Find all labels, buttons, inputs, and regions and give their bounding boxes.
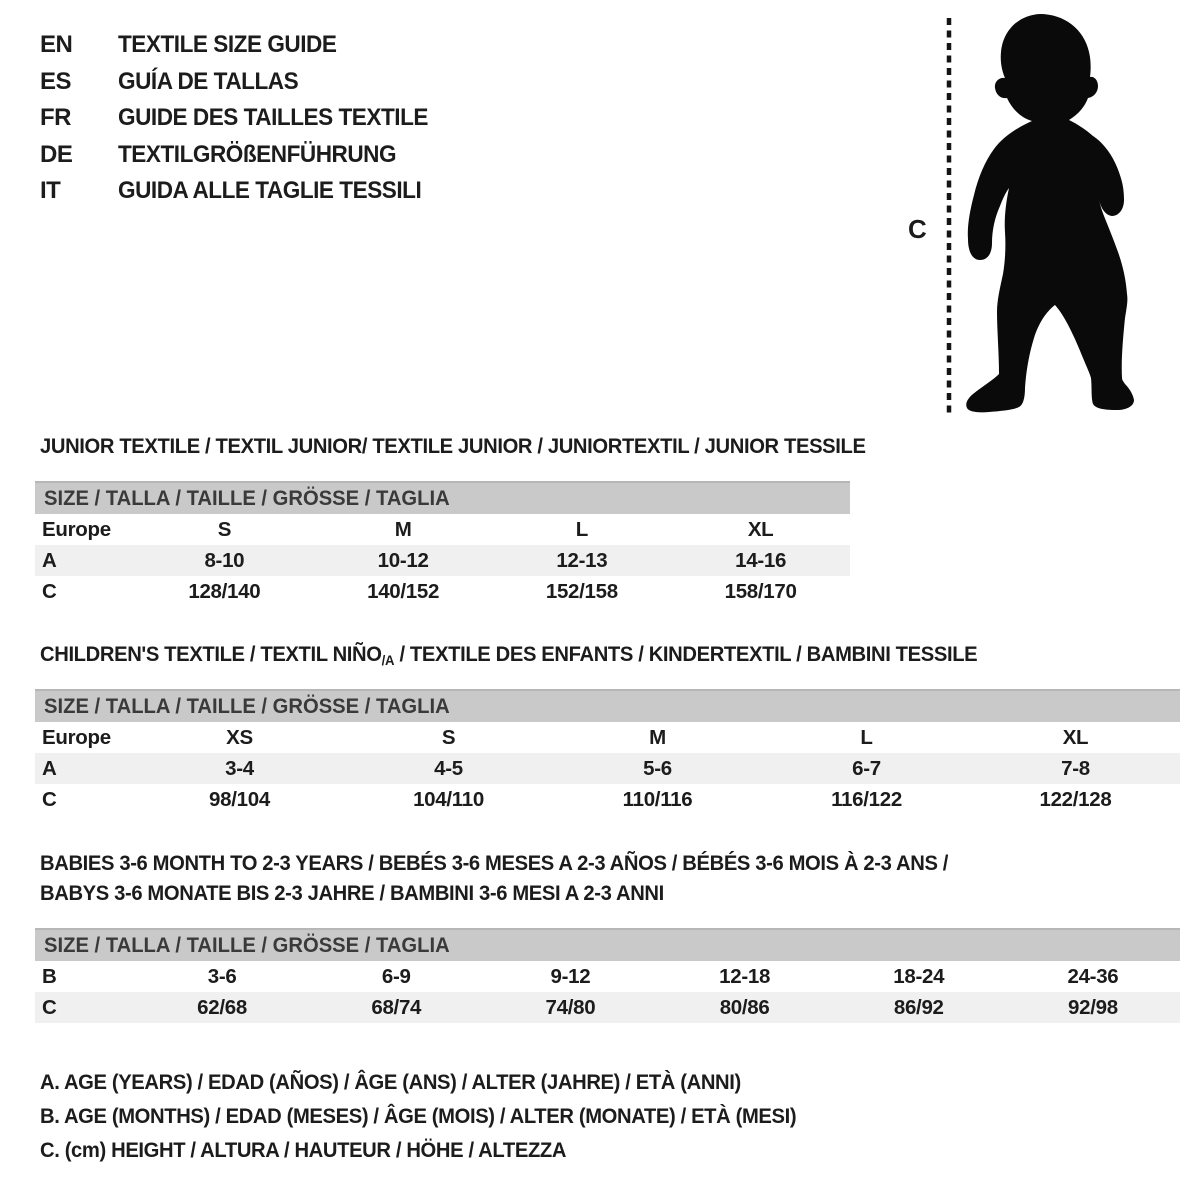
language-row-en	[40, 27, 448, 64]
size-cell: S	[217, 517, 232, 541]
babies-section-heading-line1	[40, 851, 1006, 876]
junior-table-header-text: SIZE / TALLA / TAILLE / GRÖSSE / TAGLIA	[44, 486, 450, 510]
age-cell: 24-36	[1067, 964, 1119, 988]
height-cell: 80/86	[719, 995, 770, 1019]
junior-row-height	[35, 576, 850, 607]
age-cell: 12-13	[556, 548, 608, 572]
junior-row-europe	[35, 514, 850, 545]
age-cell: 5-6	[643, 756, 672, 780]
babies-table-header-text: SIZE / TALLA / TAILLE / GRÖSSE / TAGLIA	[44, 933, 450, 957]
children-size-table	[35, 689, 1180, 815]
children-heading-prefix: CHILDREN'S TEXTILE / TEXTIL NIÑO	[40, 642, 382, 666]
children-row-age	[35, 753, 1180, 784]
language-row-de	[40, 137, 448, 174]
age-cell: 3-6	[207, 964, 237, 988]
size-cell: M	[394, 517, 412, 541]
height-cell: 104/110	[413, 787, 484, 811]
size-cell: M	[649, 725, 666, 749]
junior-table-header	[35, 481, 850, 514]
children-row-height	[35, 784, 1180, 815]
children-heading-suffix: / TEXTILE DES ENFANTS / KINDERTEXTIL / BAMBINI TESSILE	[394, 642, 978, 666]
row-label: B	[42, 964, 57, 988]
age-cell: 12-18	[719, 964, 771, 988]
size-cell: S	[441, 725, 456, 749]
babies-table-header	[35, 928, 1180, 961]
children-section-heading-text	[40, 642, 977, 668]
row-label: C	[42, 995, 57, 1019]
age-cell: 6-9	[381, 964, 411, 988]
height-cell: 62/68	[197, 995, 247, 1019]
age-cell: 8-10	[204, 548, 245, 572]
language-code: IT	[40, 177, 61, 205]
height-cell: 158/170	[724, 579, 797, 603]
row-label: Europe	[42, 725, 111, 749]
age-cell: 3-4	[225, 756, 254, 780]
age-cell: 6-7	[852, 756, 881, 780]
junior-section-heading	[40, 434, 918, 459]
height-dashed-line-icon	[945, 18, 953, 418]
language-row-fr	[40, 100, 448, 137]
height-cell: 116/122	[831, 787, 902, 811]
age-cell: 7-8	[1061, 756, 1090, 780]
age-cell: 10-12	[377, 548, 429, 572]
babies-size-table	[35, 928, 1180, 1023]
height-cell: 152/158	[545, 579, 618, 603]
height-cell: 92/98	[1068, 995, 1118, 1019]
size-cell: L	[860, 725, 873, 749]
children-table-header	[35, 689, 1180, 722]
age-cell: 18-24	[893, 964, 945, 988]
language-row-es	[40, 64, 448, 101]
language-title: GUIDE DES TAILLES TEXTILE	[118, 104, 428, 132]
age-cell: 14-16	[735, 548, 787, 572]
language-title: TEXTILGRÖßENFÜHRUNG	[118, 140, 397, 168]
row-label: C	[42, 787, 57, 811]
height-cell: 74/80	[545, 995, 596, 1019]
language-list	[40, 27, 448, 210]
language-title: GUÍA DE TALLAS	[118, 67, 299, 95]
row-label: Europe	[42, 517, 111, 541]
babies-row-height	[35, 992, 1180, 1023]
legend-line-a-text: A. AGE (YEARS) / EDAD (AÑOS) / ÂGE (ANS) / ALTER (JAHRE) / ETÀ (ANNI)	[40, 1070, 741, 1094]
size-cell: XL	[1062, 725, 1089, 749]
height-cell: 122/128	[1039, 787, 1112, 811]
babies-heading-line2-text: BABYS 3-6 MONATE BIS 2-3 JAHRE / BAMBINI 3-6 MESI A 2-3 ANNI	[40, 881, 664, 905]
height-cell: 110/116	[622, 787, 693, 811]
legend-line-a	[40, 1070, 786, 1095]
language-code: DE	[40, 140, 73, 168]
babies-heading-line1-text: BABIES 3-6 MONTH TO 2-3 YEARS / BEBÉS 3-6 MESES A 2-3 AÑOS / BÉBÉS 3-6 MOIS À 2-3 ANS /	[40, 851, 949, 875]
legend-line-b	[40, 1104, 845, 1129]
toddler-silhouette-icon	[955, 8, 1145, 418]
junior-row-age	[35, 545, 850, 576]
legend-line-c-text: C. (cm) HEIGHT / ALTURA / HAUTEUR / HÖHE / ALTEZZA	[40, 1138, 567, 1162]
height-cell: 98/104	[209, 787, 270, 811]
size-cell: L	[575, 517, 588, 541]
language-code: EN	[40, 31, 73, 59]
babies-row-months	[35, 961, 1180, 992]
height-cell: 128/140	[188, 579, 261, 603]
children-section-heading	[40, 642, 1037, 668]
row-label: A	[42, 756, 57, 780]
children-row-europe	[35, 722, 1180, 753]
language-row-it	[40, 173, 448, 210]
children-table-header-text: SIZE / TALLA / TAILLE / GRÖSSE / TAGLIA	[44, 694, 450, 718]
legend-line-c	[40, 1138, 600, 1163]
height-cell: 86/92	[893, 995, 944, 1019]
row-label: A	[42, 548, 57, 572]
height-cell: 140/152	[367, 579, 440, 603]
junior-section-heading-text: JUNIOR TEXTILE / TEXTIL JUNIOR/ TEXTILE JUNIOR / JUNIORTEXTIL / JUNIOR TESSILE	[40, 434, 866, 458]
size-cell: XL	[747, 517, 774, 541]
height-measure-label: C	[908, 214, 927, 244]
age-cell: 4-5	[434, 756, 463, 780]
row-label: C	[42, 579, 57, 603]
language-title: GUIDA ALLE TAGLIE TESSILI	[118, 177, 422, 205]
language-code: FR	[40, 104, 71, 132]
legend-line-b-text: B. AGE (MONTHS) / EDAD (MESES) / ÂGE (MOIS) / ALTER (MONATE) / ETÀ (MESI)	[40, 1104, 797, 1128]
language-code: ES	[40, 67, 72, 95]
age-cell: 9-12	[550, 964, 591, 988]
babies-section-heading-line2	[40, 881, 704, 906]
size-cell: XS	[226, 725, 253, 749]
junior-size-table	[35, 481, 850, 607]
height-cell: 68/74	[371, 995, 422, 1019]
language-title: TEXTILE SIZE GUIDE	[118, 31, 337, 59]
children-heading-subscript: /A	[381, 652, 395, 668]
